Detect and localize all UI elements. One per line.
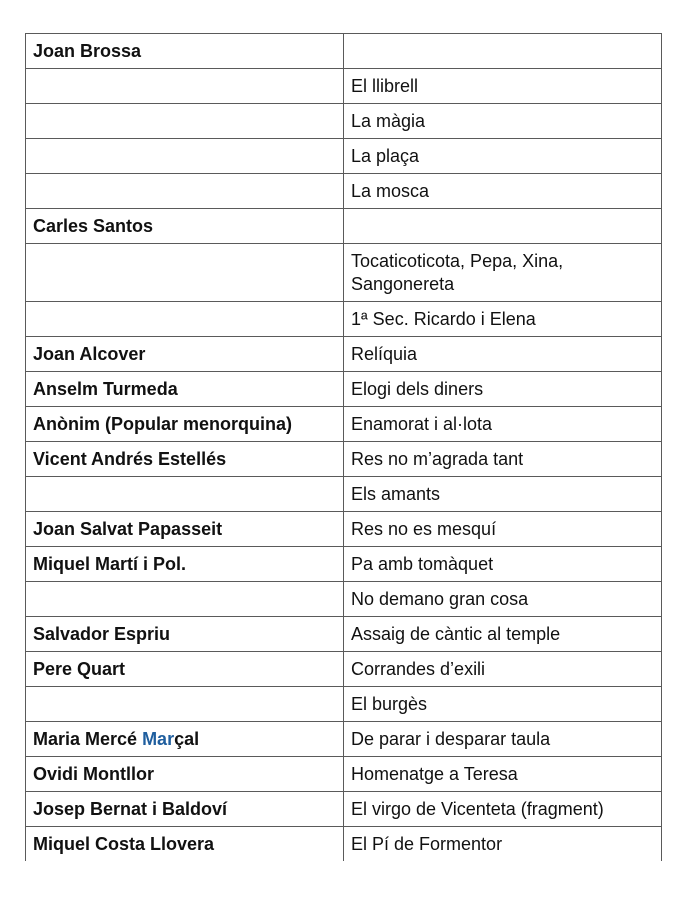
title-cell: El burgès (344, 687, 662, 722)
table-row (26, 582, 662, 617)
title-cell: El llibrell (344, 69, 662, 104)
author-cell (26, 244, 344, 302)
title-cell (344, 34, 662, 69)
title-cell (344, 209, 662, 244)
title-cell: No demano gran cosa (344, 582, 662, 617)
table-row (26, 442, 662, 477)
author-cell: Anselm Turmeda (26, 372, 344, 407)
table-row (26, 139, 662, 174)
table-row (26, 244, 662, 302)
author-cell: Joan Alcover (26, 337, 344, 372)
title-cell: Res no m’agrada tant (344, 442, 662, 477)
authors-works-table (25, 33, 662, 861)
table-row (26, 34, 662, 69)
table-row (26, 174, 662, 209)
table-row (26, 547, 662, 582)
author-cell (26, 302, 344, 337)
title-cell: Elogi dels diners (344, 372, 662, 407)
table-row (26, 477, 662, 512)
author-cell: Joan Salvat Papasseit (26, 512, 344, 547)
author-cell: Josep Bernat i Baldoví (26, 792, 344, 827)
author-cell (26, 722, 344, 757)
table-row (26, 757, 662, 792)
author-cell: Joan Brossa (26, 34, 344, 69)
table-row (26, 687, 662, 722)
author-cell: Miquel Costa Llovera (26, 827, 344, 862)
author-name-highlight: Mar (142, 729, 175, 749)
table-row (26, 337, 662, 372)
title-cell: La mosca (344, 174, 662, 209)
author-cell (26, 477, 344, 512)
title-cell: Enamorat i al·lota (344, 407, 662, 442)
table-row (26, 209, 662, 244)
title-cell: Assaig de càntic al temple (344, 617, 662, 652)
table-row (26, 792, 662, 827)
author-cell: Vicent Andrés Estellés (26, 442, 344, 477)
table-row (26, 617, 662, 652)
author-cell: Anònim (Popular menorquina) (26, 407, 344, 442)
table-row (26, 372, 662, 407)
author-cell: Miquel Martí i Pol. (26, 547, 344, 582)
title-cell: La màgia (344, 104, 662, 139)
author-cell: Carles Santos (26, 209, 344, 244)
table-row (26, 69, 662, 104)
title-cell: Els amants (344, 477, 662, 512)
author-cell (26, 582, 344, 617)
title-cell: De parar i desparar taula (344, 722, 662, 757)
title-cell: Tocaticoticota, Pepa, Xina, Sangonereta (344, 244, 662, 302)
title-cell: 1ª Sec. Ricardo i Elena (344, 302, 662, 337)
table-row (26, 104, 662, 139)
table-row (26, 722, 662, 757)
title-cell: La plaça (344, 139, 662, 174)
title-cell: El Pí de Formentor (344, 827, 662, 862)
author-cell (26, 104, 344, 139)
table-row (26, 512, 662, 547)
author-cell (26, 139, 344, 174)
author-cell (26, 174, 344, 209)
author-name-part: çal (174, 729, 200, 749)
title-cell: El virgo de Vicenteta (fragment) (344, 792, 662, 827)
table-row (26, 652, 662, 687)
author-cell (26, 687, 344, 722)
author-name-part: Maria Mercé (33, 729, 143, 749)
author-cell (26, 69, 344, 104)
title-cell: Corrandes d’exili (344, 652, 662, 687)
title-cell: Pa amb tomàquet (344, 547, 662, 582)
table-row (26, 407, 662, 442)
author-cell: Salvador Espriu (26, 617, 344, 652)
table-row (26, 827, 662, 862)
title-cell: Relíquia (344, 337, 662, 372)
author-cell: Pere Quart (26, 652, 344, 687)
title-cell: Res no es mesquí (344, 512, 662, 547)
author-cell: Ovidi Montllor (26, 757, 344, 792)
title-cell: Homenatge a Teresa (344, 757, 662, 792)
table-row (26, 302, 662, 337)
